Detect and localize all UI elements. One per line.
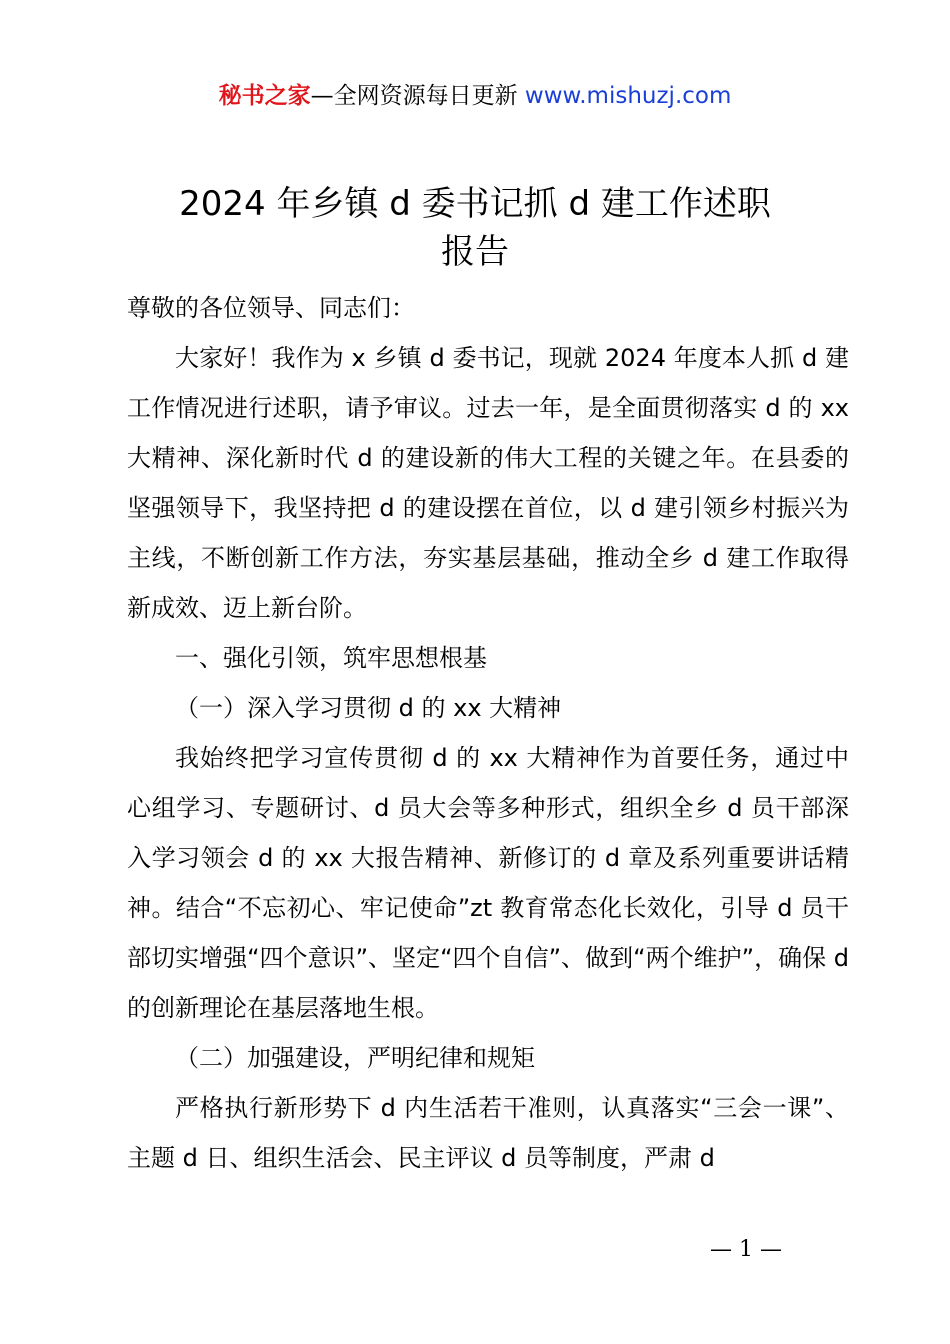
document-title-line-2: 报告: [441, 232, 509, 272]
page-number: — 1 —: [710, 1237, 782, 1262]
subsection-heading-2: （二）加强建设，严明纪律和规矩: [175, 1044, 535, 1072]
site-brand: 秘书之家: [218, 83, 311, 109]
section-heading-1: 一、强化引领，筑牢思想根基: [175, 644, 487, 672]
salutation: 尊敬的各位领导、同志们：: [127, 294, 415, 322]
paragraph-study: 我始终把学习宣传贯彻 d 的 xx 大精神作为首要任务，通过中心组学习、专题研讨、d 员大会等多种形式，组织全乡 d 员干部深入学习领会 d 的 xx 大报告精神、新修订的 d 章及系列重要讲话精神。结合“不忘初心、牢记使命”zt 教育常态化长效化，引导 d 员干部切实增强“四个意识”、坚定“四个自信”、做到“两个维护”，确保 d 的创新理论在基层落地生根。: [127, 744, 849, 1022]
paragraph-intro: 大家好！我作为 x 乡镇 d 委书记，现就 2024 年度本人抓 d 建工作情况进行述职，请予审议。过去一年，是全面贯彻落实 d 的 xx 大精神、深化新时代 d 的建设新的伟大工程的关键之年。在县委的坚强领导下，我坚持把 d 的建设摆在首位，以 d 建引领乡村振兴为主线，不断创新工作方法，夯实基层基础，推动全乡 d 建工作取得新成效、迈上新台阶。: [127, 344, 849, 622]
document-title-line-1: 2024 年乡镇 d 委书记抓 d 建工作述职: [179, 184, 771, 224]
subsection-heading-1: （一）深入学习贯彻 d 的 xx 大精神: [175, 694, 562, 722]
document-title: [0, 180, 950, 276]
site-tagline: —全网资源每日更新: [310, 83, 525, 109]
site-url-link[interactable]: www.mishuzj.com: [524, 83, 732, 109]
paragraph-discipline: 严格执行新形势下 d 内生活若干准则，认真落实“三会一课”、主题 d 日、组织生活会、民主评议 d 员等制度，严肃 d: [127, 1094, 849, 1172]
site-header: [0, 78, 950, 114]
document-body: [127, 283, 849, 1183]
